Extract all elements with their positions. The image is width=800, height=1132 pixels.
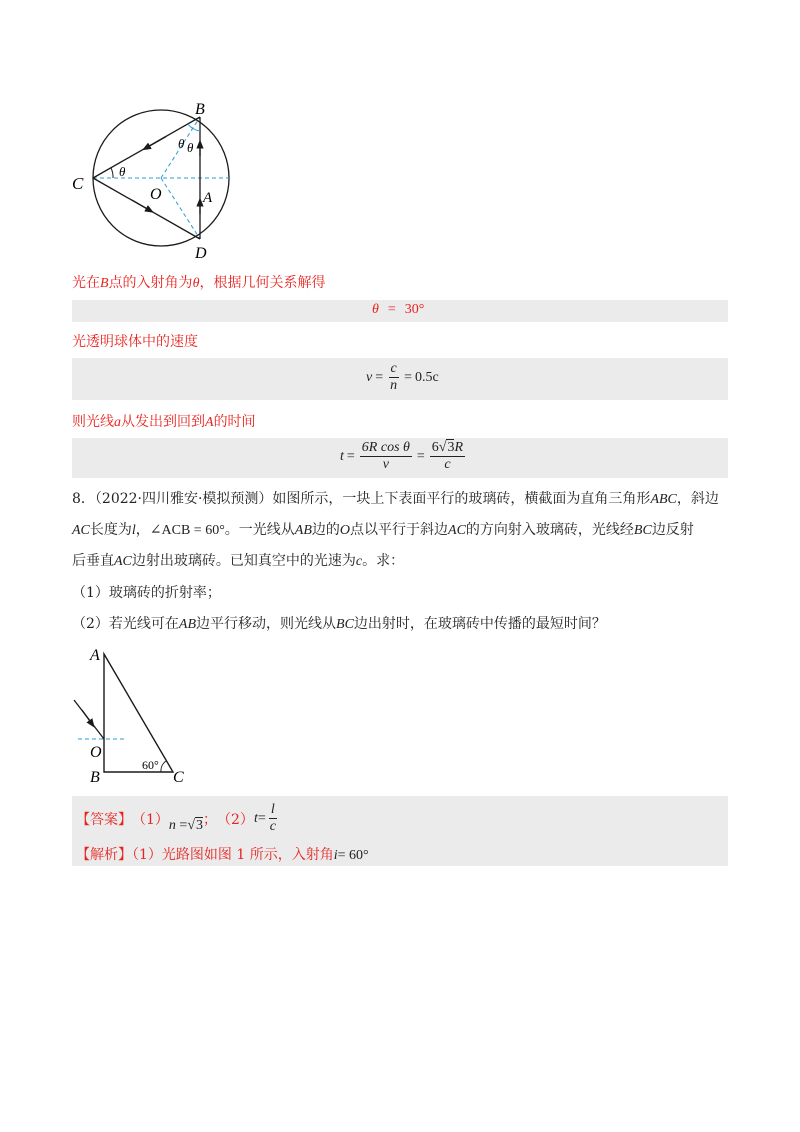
label-C2: C: [173, 769, 184, 786]
answer-fraction: [268, 802, 278, 835]
analysis-text: （1）光路图如图 1 所示，入射角: [132, 847, 334, 863]
sol-l2: 光透明球体中的速度: [72, 334, 198, 350]
incident-ray-arrow: [82, 710, 92, 724]
eq3-fraction-1: [360, 440, 412, 473]
q8-sub2-BC: BC: [336, 617, 354, 632]
eq3-den1: v: [382, 457, 389, 472]
label-A: A: [203, 190, 213, 206]
q8-l2-O: O: [339, 523, 351, 538]
q8-l2-mid1: 长度为: [89, 522, 132, 538]
q8-sub2-mid: 边平行移动，则光线从: [196, 616, 337, 632]
q8-sub2-pre: （2）若光线可在: [72, 616, 179, 632]
eq2-den: n: [390, 378, 398, 393]
analysis-line: [76, 845, 369, 866]
solution-line-1: [72, 273, 325, 294]
solution-line-3: [72, 412, 256, 433]
label-A2: A: [90, 647, 100, 664]
eq1-lhs: θ: [372, 302, 379, 317]
eq2-fraction: [388, 361, 399, 394]
question-8-sub-2: [72, 614, 606, 635]
q8-l3-post: 。求：: [362, 553, 405, 569]
figure-triangle-diagram: [70, 644, 200, 786]
eq2-rhs: 0.5c: [415, 369, 439, 385]
eq1-rhs: 30°: [404, 302, 425, 317]
sol-l3-A: A: [205, 415, 214, 430]
q8-l2-mid4: 点以平行于斜边: [350, 522, 449, 538]
answer-n-expr: n =√3: [168, 817, 204, 833]
eq3-num2-pre: 6: [431, 440, 439, 455]
answer-t: t: [253, 810, 258, 826]
sol-l1-theta: θ: [192, 276, 200, 291]
q8-l2-angle: ∠ACB = 60°: [149, 523, 225, 538]
angle-arc-B1: [188, 124, 194, 129]
analysis-eq: = 60°: [337, 848, 369, 863]
answer-p1: （1）: [132, 811, 169, 828]
q8-l2-AC: AC: [72, 523, 90, 538]
label-B2: B: [90, 769, 100, 786]
eq3-num1: 6R cos θ: [361, 440, 410, 455]
analysis-i: i: [333, 848, 338, 863]
question-8-line-2: [72, 520, 694, 541]
q8-sub2-post: 边出射时，在玻璃砖中传播的最短时间？: [353, 616, 606, 632]
angle-arc-B2: [194, 129, 200, 131]
sol-l3-post: 的时间: [213, 414, 256, 430]
eq2-eq2: =: [404, 369, 413, 385]
sol-l3-pre: 则光线: [72, 414, 114, 430]
angle-arc-60: [161, 761, 166, 772]
label-theta-top1: θ: [178, 136, 185, 151]
ray-CD-arrow: [132, 200, 150, 211]
question-8-line-3: [72, 551, 404, 572]
q8-l2-mid5: 的方向射入玻璃砖，光线经: [465, 522, 634, 538]
answer-num: l: [270, 802, 275, 817]
q8-l2-AC2: AC: [448, 523, 466, 538]
angle-arc-C: [111, 168, 113, 178]
q8-l1-pre: 8．（2022·四川雅安·模拟预测）如图所示，一块上下表面平行的玻璃砖，横截面为直角三角形: [72, 491, 651, 507]
sol-l3-mid: 从发出到回到: [121, 414, 205, 430]
q8-l2-AB: AB: [294, 523, 312, 538]
q8-l3-mid: 边射出玻璃砖。已知真空中的光速为: [131, 553, 356, 569]
label-O: O: [150, 186, 162, 203]
answer-sep: ；: [203, 811, 218, 828]
q8-l2-mid2: 。一光线从: [224, 522, 295, 538]
label-B: B: [195, 101, 205, 118]
answer-den: c: [269, 819, 276, 834]
equation-3: [340, 440, 467, 473]
answer-tag: 【答案】: [76, 811, 132, 828]
q8-l3-c: c: [355, 554, 363, 569]
eq3-den2: c: [444, 457, 451, 472]
answer-eq: =: [179, 817, 188, 833]
ray-BC-arrow: [146, 137, 166, 149]
answer-line: [76, 802, 280, 835]
solution-line-2: [72, 332, 198, 352]
q8-l2-comma: ，: [135, 522, 150, 538]
analysis-tag: 【解析】: [76, 847, 132, 863]
glass-triangle: [104, 654, 173, 772]
label-C: C: [72, 174, 84, 193]
label-theta-left: θ: [119, 164, 126, 179]
q8-l1-post: ，斜边: [676, 491, 719, 507]
label-angle-60: 60°: [142, 758, 159, 772]
figure-circle-diagram: [66, 96, 246, 266]
answer-p2: （2）: [217, 811, 254, 828]
eq3-num2-rad: 3: [447, 440, 455, 455]
q8-sub2-AB: AB: [178, 617, 197, 632]
sol-l1-pre: 光在: [72, 275, 100, 291]
q8-l2-BC: BC: [633, 523, 652, 538]
eq3-fraction-2: [430, 440, 465, 473]
equation-1: [372, 302, 424, 318]
answer-rad: 3: [196, 817, 204, 833]
q8-l1-ABC: ABC: [650, 492, 677, 507]
sol-l3-a: a: [114, 415, 121, 430]
q8-l2-mid3: 边的: [311, 522, 340, 538]
q8-l2-post: 边反射: [651, 522, 694, 538]
eq3-t: t: [340, 448, 344, 464]
eq1-eq: =: [387, 302, 396, 317]
eq3-eq2: =: [416, 448, 425, 464]
question-8-sub-1: [72, 583, 221, 603]
eq3-num2-post: R: [454, 440, 464, 455]
q8-sub1: （1）玻璃砖的折射率；: [72, 585, 221, 601]
q8-l2-l: l: [131, 523, 136, 538]
eq2-eq1: =: [375, 369, 384, 385]
q8-l3-AC: AC: [114, 554, 132, 569]
equation-2: [366, 361, 439, 394]
label-D: D: [195, 245, 207, 262]
eq3-num2: 6√3R: [431, 440, 464, 455]
eq2-v: v: [366, 369, 373, 385]
sol-l1-mid: 点的入射角为: [108, 275, 193, 291]
sol-l1-post: ，根据几何关系解得: [199, 275, 326, 291]
sol-l1-B: B: [100, 276, 109, 291]
eq2-num: c: [390, 361, 397, 376]
label-theta-top2: θ: [187, 140, 194, 155]
dashed-OD: [161, 178, 200, 239]
eq3-eq1: =: [346, 448, 355, 464]
label-O2: O: [90, 744, 102, 761]
answer-eq2: =: [257, 810, 266, 826]
q8-l3-pre: 后垂直: [72, 553, 114, 569]
answer-n: n: [168, 817, 176, 833]
question-8-line-1: [72, 489, 719, 510]
